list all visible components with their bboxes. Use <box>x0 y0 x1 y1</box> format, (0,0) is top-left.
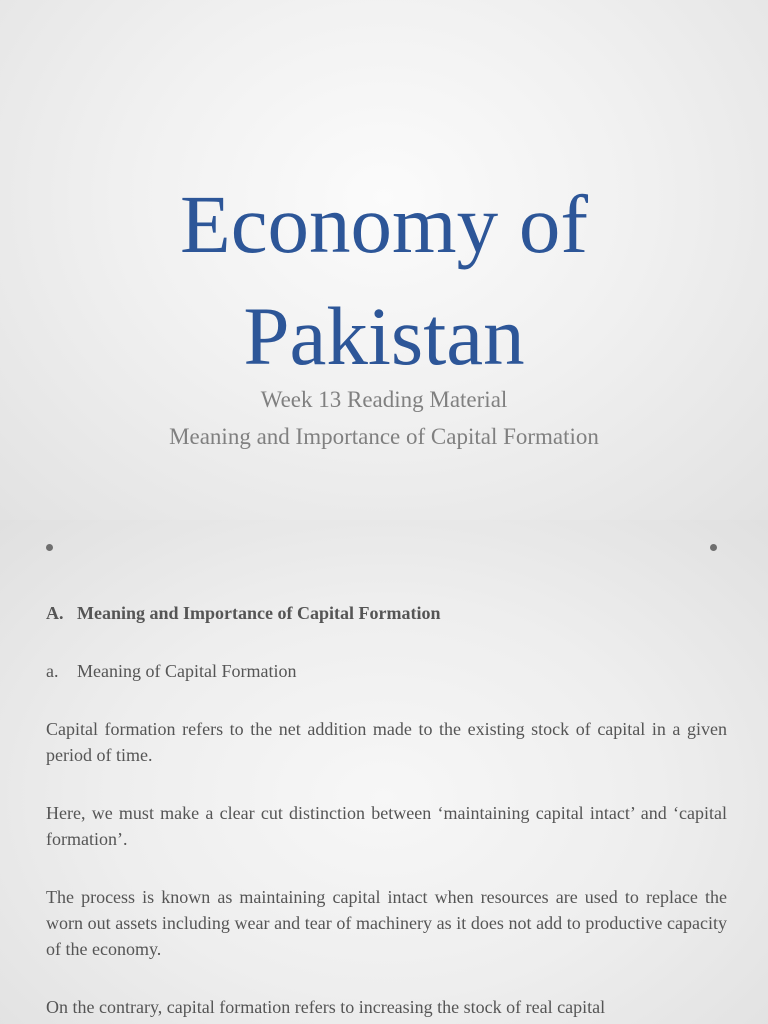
subtitle-line-2: Meaning and Importance of Capital Formation <box>169 424 599 449</box>
subsection-heading-text: Meaning of Capital Formation <box>77 661 297 681</box>
title-line-1: Economy of <box>180 178 588 270</box>
subtitle-line-1: Week 13 Reading Material <box>260 387 508 412</box>
page-title <box>0 168 768 392</box>
body-text <box>46 600 727 1024</box>
section-marker: A. <box>46 603 64 623</box>
content-slide <box>0 520 768 1024</box>
page-subtitle <box>0 381 768 455</box>
paragraph: The process is known as maintaining capital intact when resources are used to replace the worn out assets including wear and tear of machinery as it does not add to productive capacity of the economy. <box>46 887 727 959</box>
section-heading <box>46 600 727 626</box>
bullet-dot-right <box>710 544 717 551</box>
section-heading-text: Meaning and Importance of Capital Formation <box>77 603 441 623</box>
paragraph: Here, we must make a clear cut distinction between ‘maintaining capital intact’ and ‘capital formation’. <box>46 803 727 849</box>
bullet-dot-left <box>46 544 53 551</box>
subsection-heading <box>46 658 727 684</box>
paragraph: Capital formation refers to the net addition made to the existing stock of capital in a given period of time. <box>46 719 727 765</box>
paragraph: On the contrary, capital formation refers to increasing the stock of real capital <box>46 997 606 1017</box>
title-line-2: Pakistan <box>243 290 525 382</box>
subsection-marker: a. <box>46 661 59 681</box>
